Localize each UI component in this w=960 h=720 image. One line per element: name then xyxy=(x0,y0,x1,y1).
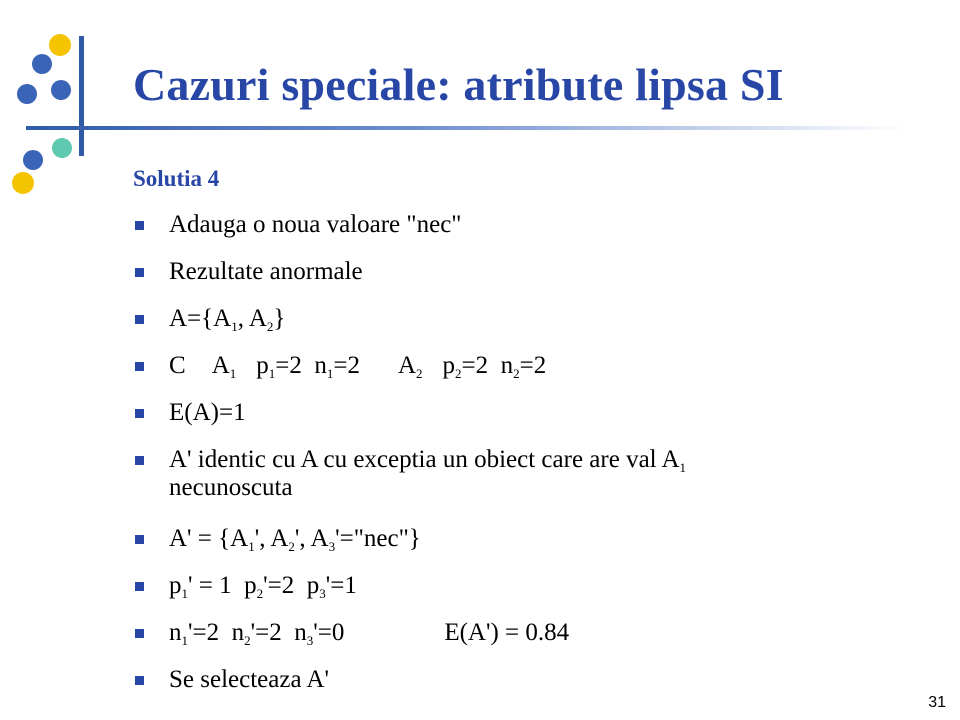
bullet-text: $n_1'=2$ $n_2'=2$ $n_3'=0$ E(A') = 0.84 xyxy=(169,619,570,648)
bullet-square-icon xyxy=(135,409,144,418)
bullet-square-icon xyxy=(135,582,144,591)
decorative-dots xyxy=(0,0,120,220)
dot-blue-icon xyxy=(23,150,43,170)
bullet-square-icon xyxy=(135,315,144,324)
bullet-text: Adauga o noua valoare "nec" xyxy=(169,211,462,238)
bullet-square-icon xyxy=(135,362,144,371)
bullet-text: Se selecteaza A' xyxy=(169,666,329,693)
bullet-square-icon xyxy=(135,268,144,277)
bullet-text: $p_1' = 1$ $p_2'=2$ $p_3'=1$ xyxy=(169,572,357,601)
bullet-text: Rezultate anormale xyxy=(169,258,363,285)
bullet-text: C $A_1$ $p_1=2$ $n_1=2$ $A_2$ $p_2=2$ $n_2=2$ xyxy=(169,352,547,381)
bullet-text: E(A)=1 xyxy=(169,399,246,426)
title-horizontal-rule xyxy=(26,126,906,130)
slide-title: Cazuri speciale: atribute lipsa SI xyxy=(133,59,784,110)
dot-yellow-icon xyxy=(12,172,34,194)
dot-teal-icon xyxy=(52,138,72,158)
bullet-text: $A=\{A_1$, $A_2$} xyxy=(169,305,286,334)
bullet-square-icon xyxy=(135,456,144,465)
bullet-square-icon xyxy=(135,676,144,685)
dot-blue-icon xyxy=(32,54,52,74)
dot-blue-icon xyxy=(17,84,37,104)
page-number: 31 xyxy=(928,694,946,711)
bullet-square-icon xyxy=(135,535,144,544)
bullet-text: $A' = \{A_1'$, $A_2'$, $A_3'="nec$"} xyxy=(169,525,421,554)
dot-blue-icon xyxy=(51,80,71,100)
title-vertical-rule xyxy=(79,36,84,156)
dot-yellow-icon xyxy=(49,34,71,56)
bullet-square-icon xyxy=(135,221,144,230)
bullet-square-icon xyxy=(135,629,144,638)
slide-subtitle: Solutia 4 xyxy=(133,166,220,191)
bullet-text: A' identic cu A cu exceptia un obiect care are val $A_1$ necunoscuta xyxy=(169,446,687,501)
